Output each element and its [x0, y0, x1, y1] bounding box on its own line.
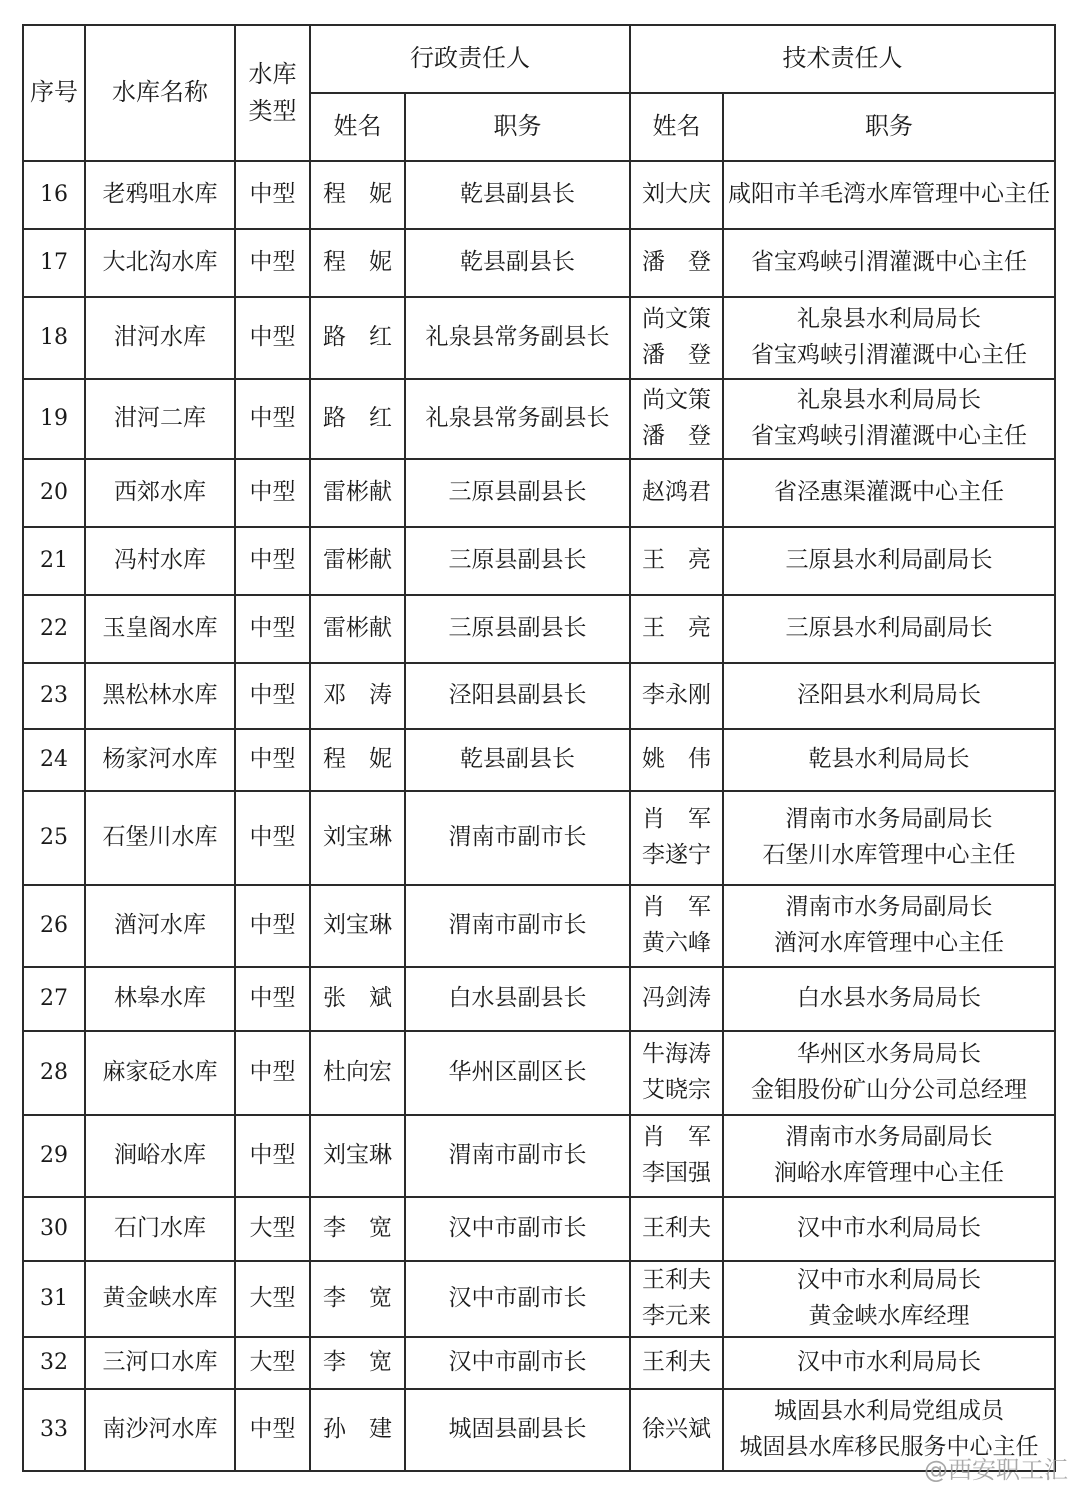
cell-seq: 18	[23, 297, 85, 379]
header-reservoir-name: 水库名称	[85, 25, 235, 161]
cell-admin-name: 程 妮	[310, 729, 405, 791]
cell-reservoir-type: 中型	[235, 791, 310, 885]
cell-admin-name: 张 斌	[310, 967, 405, 1031]
table-row	[23, 527, 1055, 595]
header-tech-post: 职务	[723, 93, 1055, 161]
cell-reservoir-name: 麻家砭水库	[85, 1031, 235, 1115]
cell-seq: 23	[23, 663, 85, 729]
cell-reservoir-name: 西郊水库	[85, 459, 235, 527]
cell-reservoir-type: 中型	[235, 229, 310, 297]
table-row	[23, 161, 1055, 229]
table-row	[23, 729, 1055, 791]
cell-admin-post: 泾阳县副县长	[405, 663, 630, 729]
table-row	[23, 663, 1055, 729]
cell-tech-post: 城固县水利局党组成员 城固县水库移民服务中心主任	[723, 1389, 1055, 1471]
cell-tech-name: 尚文策 潘 登	[630, 379, 723, 459]
cell-reservoir-type: 中型	[235, 729, 310, 791]
cell-admin-name: 程 妮	[310, 161, 405, 229]
cell-reservoir-name: 石门水库	[85, 1197, 235, 1261]
table-row	[23, 1261, 1055, 1337]
cell-reservoir-type: 中型	[235, 527, 310, 595]
table-row	[23, 1197, 1055, 1261]
cell-admin-name: 李 宽	[310, 1337, 405, 1389]
cell-tech-name: 冯剑涛	[630, 967, 723, 1031]
cell-tech-post: 礼泉县水利局局长 省宝鸡峡引渭灌溉中心主任	[723, 379, 1055, 459]
cell-tech-name: 刘大庆	[630, 161, 723, 229]
table-row	[23, 297, 1055, 379]
cell-reservoir-name: 南沙河水库	[85, 1389, 235, 1471]
table-row	[23, 885, 1055, 967]
cell-tech-post: 汉中市水利局局长	[723, 1197, 1055, 1261]
cell-reservoir-type: 大型	[235, 1337, 310, 1389]
header-seq: 序号	[23, 25, 85, 161]
cell-tech-post: 礼泉县水利局局长 省宝鸡峡引渭灌溉中心主任	[723, 297, 1055, 379]
table-row	[23, 379, 1055, 459]
cell-reservoir-name: 杨家河水库	[85, 729, 235, 791]
cell-admin-name: 路 红	[310, 297, 405, 379]
header-admin-responsible: 行政责任人	[310, 25, 630, 93]
cell-reservoir-name: 冯村水库	[85, 527, 235, 595]
cell-reservoir-type: 中型	[235, 967, 310, 1031]
cell-seq: 31	[23, 1261, 85, 1337]
cell-admin-post: 礼泉县常务副县长	[405, 297, 630, 379]
cell-reservoir-type: 大型	[235, 1261, 310, 1337]
cell-tech-name: 王 亮	[630, 527, 723, 595]
cell-reservoir-name: 湭河水库	[85, 885, 235, 967]
cell-tech-name: 王利夫	[630, 1337, 723, 1389]
cell-admin-post: 乾县副县长	[405, 161, 630, 229]
cell-reservoir-type: 中型	[235, 663, 310, 729]
header-row-1	[23, 25, 1055, 93]
cell-seq: 24	[23, 729, 85, 791]
cell-admin-name: 李 宽	[310, 1261, 405, 1337]
cell-seq: 21	[23, 527, 85, 595]
cell-tech-post: 华州区水务局局长 金钼股份矿山分公司总经理	[723, 1031, 1055, 1115]
cell-admin-post: 汉中市副市长	[405, 1197, 630, 1261]
cell-reservoir-type: 中型	[235, 885, 310, 967]
cell-tech-post: 汉中市水利局局长 黄金峡水库经理	[723, 1261, 1055, 1337]
cell-tech-name: 肖 军 黄六峰	[630, 885, 723, 967]
cell-reservoir-type: 中型	[235, 1115, 310, 1197]
cell-reservoir-type: 中型	[235, 379, 310, 459]
cell-admin-name: 雷彬献	[310, 595, 405, 663]
cell-admin-post: 渭南市副市长	[405, 1115, 630, 1197]
cell-reservoir-name: 三河口水库	[85, 1337, 235, 1389]
watermark-text: @西安职工汇	[924, 1456, 1068, 1484]
cell-admin-name: 刘宝琳	[310, 1115, 405, 1197]
cell-tech-post: 白水县水务局局长	[723, 967, 1055, 1031]
cell-admin-name: 李 宽	[310, 1197, 405, 1261]
cell-reservoir-type: 大型	[235, 1197, 310, 1261]
cell-tech-name: 肖 军 李遂宁	[630, 791, 723, 885]
cell-reservoir-type: 中型	[235, 595, 310, 663]
cell-reservoir-name: 林皋水库	[85, 967, 235, 1031]
cell-tech-post: 三原县水利局副局长	[723, 527, 1055, 595]
cell-tech-name: 徐兴斌	[630, 1389, 723, 1471]
cell-seq: 16	[23, 161, 85, 229]
cell-admin-post: 白水县副县长	[405, 967, 630, 1031]
header-tech-name: 姓名	[630, 93, 723, 161]
table-row	[23, 1337, 1055, 1389]
header-admin-name: 姓名	[310, 93, 405, 161]
cell-tech-post: 咸阳市羊毛湾水库管理中心主任	[723, 161, 1055, 229]
cell-seq: 20	[23, 459, 85, 527]
cell-admin-post: 礼泉县常务副县长	[405, 379, 630, 459]
cell-tech-post: 省宝鸡峡引渭灌溉中心主任	[723, 229, 1055, 297]
cell-reservoir-name: 黄金峡水库	[85, 1261, 235, 1337]
cell-reservoir-type: 中型	[235, 161, 310, 229]
cell-admin-post: 乾县副县长	[405, 729, 630, 791]
cell-seq: 33	[23, 1389, 85, 1471]
cell-admin-post: 乾县副县长	[405, 229, 630, 297]
header-tech-responsible: 技术责任人	[630, 25, 1055, 93]
cell-reservoir-name: 大北沟水库	[85, 229, 235, 297]
cell-seq: 26	[23, 885, 85, 967]
cell-tech-name: 李永刚	[630, 663, 723, 729]
cell-seq: 17	[23, 229, 85, 297]
cell-admin-name: 刘宝琳	[310, 885, 405, 967]
table-row	[23, 791, 1055, 885]
cell-seq: 32	[23, 1337, 85, 1389]
cell-admin-name: 雷彬献	[310, 527, 405, 595]
header-reservoir-type: 水库 类型	[235, 25, 310, 161]
cell-admin-name: 路 红	[310, 379, 405, 459]
cell-seq: 22	[23, 595, 85, 663]
cell-tech-post: 渭南市水务局副局长 石堡川水库管理中心主任	[723, 791, 1055, 885]
cell-seq: 30	[23, 1197, 85, 1261]
table-row	[23, 1115, 1055, 1197]
cell-admin-name: 刘宝琳	[310, 791, 405, 885]
cell-admin-name: 雷彬献	[310, 459, 405, 527]
table-row	[23, 967, 1055, 1031]
cell-tech-post: 汉中市水利局局长	[723, 1337, 1055, 1389]
cell-tech-name: 尚文策 潘 登	[630, 297, 723, 379]
cell-tech-name: 王利夫 李元来	[630, 1261, 723, 1337]
cell-admin-post: 渭南市副市长	[405, 791, 630, 885]
cell-seq: 19	[23, 379, 85, 459]
cell-tech-post: 乾县水利局局长	[723, 729, 1055, 791]
cell-admin-name: 孙 建	[310, 1389, 405, 1471]
cell-tech-post: 渭南市水务局副局长 涧峪水库管理中心主任	[723, 1115, 1055, 1197]
reservoir-responsibility-table	[22, 24, 1056, 1472]
cell-reservoir-name: 泔河二库	[85, 379, 235, 459]
table-row	[23, 229, 1055, 297]
cell-tech-name: 赵鸿君	[630, 459, 723, 527]
table-row	[23, 459, 1055, 527]
cell-admin-post: 城固县副县长	[405, 1389, 630, 1471]
cell-reservoir-type: 中型	[235, 1389, 310, 1471]
cell-admin-name: 程 妮	[310, 229, 405, 297]
table-row	[23, 595, 1055, 663]
cell-admin-post: 三原县副县长	[405, 595, 630, 663]
cell-reservoir-type: 中型	[235, 459, 310, 527]
cell-reservoir-name: 老鸦咀水库	[85, 161, 235, 229]
cell-admin-post: 华州区副区长	[405, 1031, 630, 1115]
cell-admin-post: 渭南市副市长	[405, 885, 630, 967]
cell-tech-name: 潘 登	[630, 229, 723, 297]
table-row	[23, 1031, 1055, 1115]
cell-seq: 29	[23, 1115, 85, 1197]
header-admin-post: 职务	[405, 93, 630, 161]
cell-tech-post: 三原县水利局副局长	[723, 595, 1055, 663]
cell-admin-post: 三原县副县长	[405, 459, 630, 527]
cell-reservoir-name: 石堡川水库	[85, 791, 235, 885]
cell-reservoir-name: 泔河水库	[85, 297, 235, 379]
table-row	[23, 1389, 1055, 1471]
cell-seq: 27	[23, 967, 85, 1031]
cell-reservoir-type: 中型	[235, 297, 310, 379]
cell-tech-name: 牛海涛 艾晓宗	[630, 1031, 723, 1115]
cell-reservoir-type: 中型	[235, 1031, 310, 1115]
cell-admin-post: 汉中市副市长	[405, 1337, 630, 1389]
cell-tech-name: 姚 伟	[630, 729, 723, 791]
cell-seq: 28	[23, 1031, 85, 1115]
cell-reservoir-name: 玉皇阁水库	[85, 595, 235, 663]
cell-tech-post: 渭南市水务局副局长 湭河水库管理中心主任	[723, 885, 1055, 967]
cell-seq: 25	[23, 791, 85, 885]
cell-admin-name: 杜向宏	[310, 1031, 405, 1115]
cell-admin-name: 邓 涛	[310, 663, 405, 729]
cell-tech-post: 省泾惠渠灌溉中心主任	[723, 459, 1055, 527]
cell-tech-name: 王 亮	[630, 595, 723, 663]
cell-tech-post: 泾阳县水利局局长	[723, 663, 1055, 729]
cell-admin-post: 三原县副县长	[405, 527, 630, 595]
cell-admin-post: 汉中市副市长	[405, 1261, 630, 1337]
cell-tech-name: 肖 军 李国强	[630, 1115, 723, 1197]
cell-reservoir-name: 黑松林水库	[85, 663, 235, 729]
cell-tech-name: 王利夫	[630, 1197, 723, 1261]
cell-reservoir-name: 涧峪水库	[85, 1115, 235, 1197]
